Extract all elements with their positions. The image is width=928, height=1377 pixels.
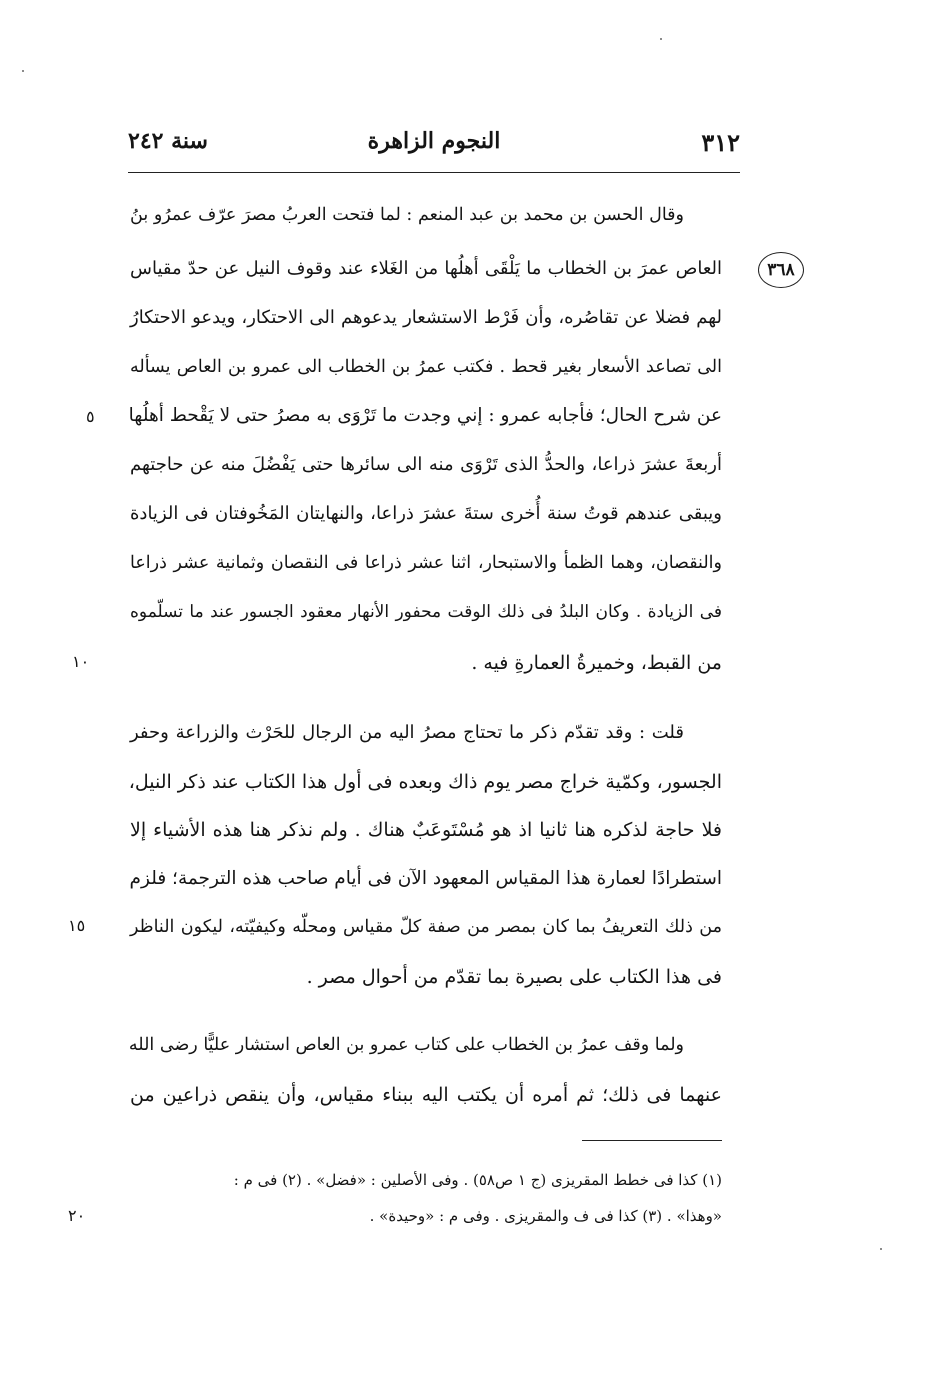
text-line: عنهما فى ذلك؛ ثم أمره أن يكتب اليه ببناء مقياس، وأن ينقص ذراعين من xyxy=(130,1084,722,1106)
footnote-rule xyxy=(582,1140,722,1141)
text-line: قلت : وقد تقدّم ذكر ما تحتاج مصرُ اليه من الرجال للحَرْث والزراعة وحفر xyxy=(130,722,684,743)
text-line: وقال الحسن بن محمد بن عبد المنعم : لما فتحت العربُ مصرَ عرّف عمرُو بنُ xyxy=(130,205,684,225)
text-line: أربعةَ عشرَ ذراعا، والحدُّ الذى تَرْوَى منه الى سائرها حتى يَفْضُلَ منه عن حاجتهم xyxy=(130,454,722,475)
text-line: لهم فضلا عن تقاصُره، وأن فَرْط الاستشعار يدعوهم الى الاحتكار، ويدعو الاحتكارُ xyxy=(130,307,722,328)
line-number-5: ٥ xyxy=(86,407,95,426)
year-label: سنة ٢٤٢ xyxy=(128,128,208,154)
text-line: فلا حاجة لذكره هنا ثانيا اذ هو مُسْتَوعَبٌ هناك . ولم نذكر هنا هذه الأشياء إلا xyxy=(130,819,722,841)
scan-speck xyxy=(22,70,24,72)
header-rule xyxy=(128,172,740,173)
line-number-10: ١٠ xyxy=(72,652,90,671)
line-number-20: ٢٠ xyxy=(68,1206,86,1225)
scan-speck xyxy=(880,1248,882,1250)
text-line: والنقصان، وهما الظمأ والاستبحار، اثنا عشر ذراعا فى النقصان وثمانية عشر ذراعا xyxy=(130,553,722,573)
text-line: الجسور، وكمّية خراج مصر يوم ذاك وبعده فى أول هذا الكتاب عند ذكر النيل، xyxy=(128,771,722,793)
footnote-line: «وهذا» . (٣) كذا فى ف والمقريزى . وفى م : «وحيدة» . xyxy=(369,1207,722,1225)
line-number-15: ١٥ xyxy=(68,916,86,935)
original-page-marker: ٣٦٨ xyxy=(758,252,804,288)
page-number: ٣١٢ xyxy=(701,128,740,157)
scan-speck xyxy=(660,38,662,40)
text-line: استطرادًا لعمارة هذا المقياس المعهود الآن فى أيام صاحب هذه الترجمة؛ فلزم xyxy=(129,868,722,889)
text-line: عن شرح الحال؛ فأجابه عمرو : إني وجدت ما تَرْوَى به مصرُ حتى لا يَقْحط أهلُها xyxy=(128,405,722,426)
text-line: من القبط، وخميرةُ العمارةِ فيه . xyxy=(471,652,722,674)
text-line: ويبقى عندهم قوتُ سنة أُخرى ستةَ عشرَ ذراعا، والنهايتان المَخُوفتان فى الزيادة xyxy=(130,503,722,524)
footnote-line: (١) كذا فى خطط المقريزى (ج ١ ص٥٨) . وفى الأصلين : «فضل» . (٢) فى م : xyxy=(233,1171,722,1189)
text-line: ولما وقف عمرُ بن الخطاب على كتاب عمرو بن العاص استشار عليًّا رضى الله xyxy=(128,1035,684,1055)
text-line: الى تصاعد الأسعار بغير قحط . فكتب عمرُ بن الخطاب الى عمرو بن العاص يسأله xyxy=(130,357,722,377)
text-line: من ذلك التعريفُ بما كان بمصر من صفة كلّ مقياس ومحلّه وكيفيّته، ليكون الناظر xyxy=(130,917,722,937)
text-line: فى هذا الكتاب على بصيرة بما تقدّم من أحوال مصر . xyxy=(306,966,722,988)
book-title: النجوم الزاهرة xyxy=(367,128,501,154)
text-line: فى الزيادة . وكان البلدُ فى ذلك الوقت محفور الأنهار معقود الجسور عند ما تسلّموه xyxy=(130,602,722,622)
text-line: العاص عمرَ بن الخطاب ما يَلْقَى أهلُها من الغَلاء عند وقوف النيل عن حدّ مقياس xyxy=(130,258,722,279)
running-header xyxy=(128,128,740,168)
